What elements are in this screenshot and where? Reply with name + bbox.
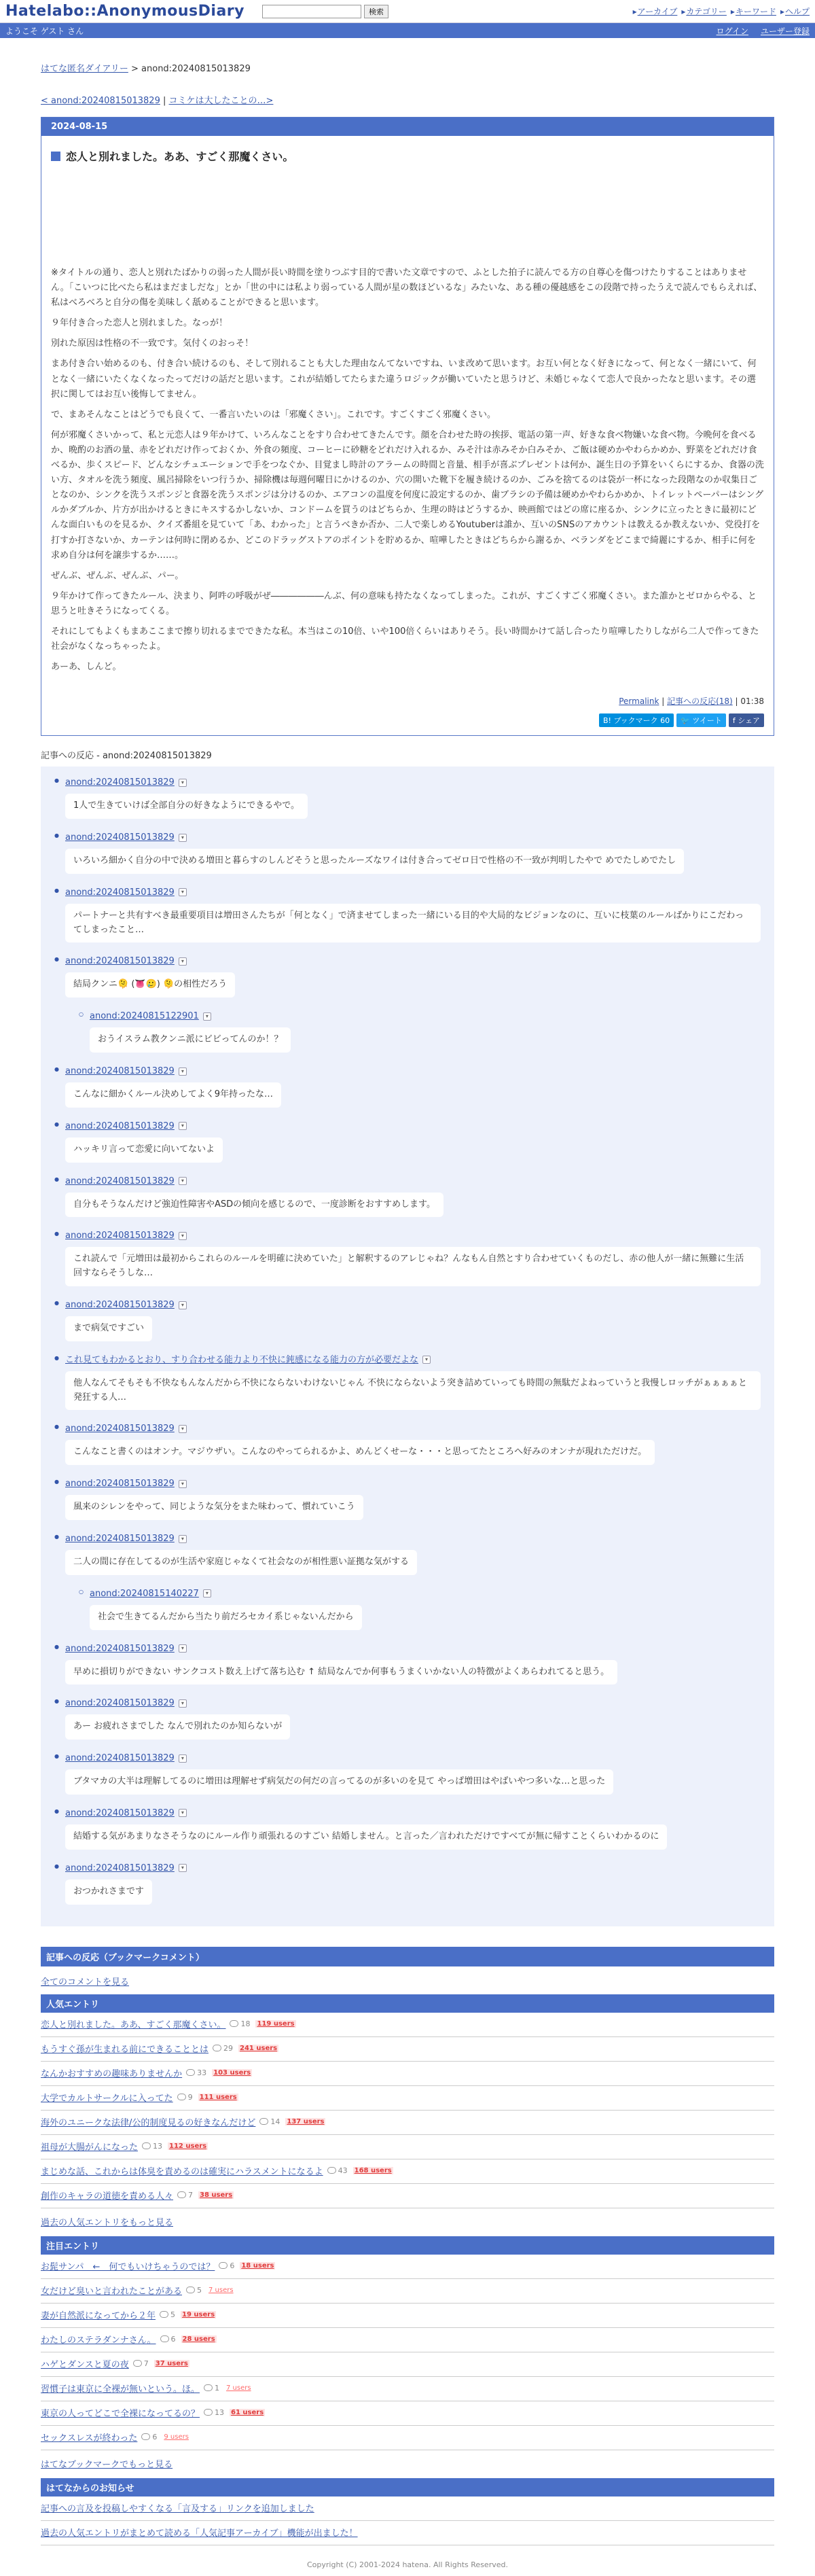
comment-bubble-icon — [186, 2069, 195, 2076]
comment-count-value: 43 — [338, 2166, 348, 2175]
expand-icon[interactable]: ▾ — [179, 957, 187, 966]
comment-count-value: 6 — [152, 2432, 158, 2441]
users-badge[interactable]: 103 users — [213, 2068, 251, 2077]
entry-paragraph: まあ付き合い始めるのも、付き合い続けるのも、そして別れることも大した理由なんてないですね、いま改めて思います。お互い何となく好きになって、何となく一緒にいて、何となく一緒にいたくなくなったってだけの話だと思います。これが結婚してたらまた違うロジックが働いていたと思うけど、未婚じゃなくて恋人で良かったなと思います。その選択に関してはお互い後悔してません。 — [51, 359, 757, 400]
entry-list-item — [41, 2111, 774, 2135]
users-badge[interactable]: 111 users — [199, 2093, 237, 2101]
entry-list-item — [41, 2279, 774, 2304]
reaction-item — [65, 1117, 761, 1172]
search-button[interactable]: 検索 — [364, 5, 388, 18]
expand-icon[interactable]: ▾ — [179, 1644, 187, 1653]
reaction-link[interactable]: anond:20240815013829 — [65, 1424, 175, 1434]
entry-list-link[interactable]: 創作のキャラの道徳を責める人々 — [41, 2191, 174, 2202]
main-content — [41, 38, 774, 2569]
comment-count-value: 13 — [215, 2407, 225, 2417]
comment-count-value: 1 — [215, 2383, 220, 2393]
reaction-link[interactable]: anond:20240815013829 — [65, 832, 175, 843]
entry-list-item — [41, 2328, 774, 2352]
comment-count-value: 7 — [188, 2190, 194, 2200]
reaction-text: あー お疲れさまでした なんで別れたのか知らないが — [65, 1714, 290, 1740]
expand-icon[interactable]: ▾ — [203, 1012, 211, 1021]
comment-count — [230, 2019, 250, 2028]
comment-bubble-icon — [141, 2433, 150, 2440]
reaction-link[interactable]: anond:20240815013829 — [65, 1863, 175, 1873]
reaction-link[interactable]: anond:20240815013829 — [65, 1698, 175, 1709]
reaction-text: まで病気ですごい — [65, 1316, 152, 1341]
popular-more-link[interactable]: 過去の人気エントリをもっと見る — [41, 2217, 174, 2228]
comment-bubble-icon — [142, 2142, 151, 2149]
entry-title-text: 恋人と別れました。ああ、すごく那魔くさい。 — [66, 150, 294, 163]
expand-icon[interactable]: ▾ — [179, 1809, 187, 1817]
users-badge[interactable]: 38 users — [200, 2191, 233, 2199]
comment-count-value: 14 — [270, 2117, 280, 2126]
reaction-text: おつかれさまです — [65, 1880, 152, 1905]
expand-icon[interactable]: ▾ — [179, 1535, 187, 1543]
entry-list-item — [41, 2255, 774, 2279]
reaction-item — [65, 1419, 761, 1475]
comment-bubble-icon — [177, 2094, 186, 2100]
reaction-item — [65, 1749, 761, 1804]
hatena-bookmark-button[interactable]: B! ブックマーク 60 — [599, 713, 674, 727]
entry-paragraph: 別れた原因は性格の不一致です。気付くのおっそ！ — [51, 338, 253, 349]
prev-entry-link[interactable]: < anond:20240815013829 — [41, 96, 160, 106]
permalink-link[interactable]: Permalink — [619, 696, 659, 707]
comment-count — [141, 2433, 157, 2441]
next-entry-link[interactable]: コミケは大したことの…> — [168, 96, 274, 106]
tweet-button[interactable] — [676, 713, 726, 727]
entry-list-link[interactable]: 妻が自然派になってから２年 — [41, 2310, 156, 2321]
users-badge[interactable]: 7 users — [226, 2384, 251, 2392]
reaction-item — [65, 883, 761, 953]
entry-list-item — [41, 2013, 774, 2037]
entry-list-item — [41, 2086, 774, 2111]
users-badge[interactable]: 9 users — [164, 2433, 189, 2441]
reaction-item — [65, 1694, 761, 1749]
users-badge[interactable]: 119 users — [257, 2019, 295, 2028]
entry-list-link[interactable]: 東京の人ってどこで全裸になってるの？ — [41, 2408, 200, 2419]
expand-icon[interactable]: ▾ — [179, 1122, 187, 1130]
reaction-text: 早めに損切りができない サンクコスト数え上げて落ち込む ↑ 結局なんでか何事もうまくいかない人の特徴がよくあらわれてると思う。 — [65, 1660, 617, 1685]
entry-list-link[interactable]: 大学でカルトサークルに入ってた — [41, 2093, 173, 2104]
facebook-share-button[interactable] — [729, 713, 764, 727]
entry-list-link[interactable]: 海外のユニークな法律/公的制度見るの好きなんだけど — [41, 2117, 256, 2128]
register-link[interactable]: ユーザー登録 — [760, 26, 810, 36]
category-link[interactable]: ▸ カテゴリー — [681, 5, 727, 17]
facebook-icon: f — [732, 716, 736, 726]
comment-count-value: 33 — [197, 2068, 207, 2077]
entry-footer: Permalink | 記事への反応(18) | 01:38 — [619, 696, 764, 707]
reaction-link[interactable]: anond:20240815013829 — [65, 777, 175, 788]
entry-paragraph: ９年付き合った恋人と別れました。なっが！ — [51, 318, 228, 329]
entry-paragraph: で、まあそんなことはどうでも良くて、一番言いたいのは「邪魔くさい」。これです。すごくすごく邪魔くさい。 — [51, 409, 496, 420]
comment-count-value: 18 — [240, 2019, 251, 2028]
entry-list-link[interactable]: 習慣子は東京に全裸が無いという。ほ。 — [41, 2384, 200, 2395]
reaction-item — [65, 1475, 761, 1530]
expand-icon[interactable]: ▾ — [422, 1356, 431, 1364]
entry-list-link[interactable]: 祖母が大腸がんになった — [41, 2142, 139, 2153]
reaction-item — [65, 773, 761, 828]
reaction-link[interactable]: anond:20240815013829 — [65, 1121, 175, 1131]
welcome-bar — [0, 23, 815, 38]
reaction-text: 二人の間に存在してるのが生活や家庭じゃなくて社会なのが相性悪い証拠な気がする — [65, 1550, 417, 1575]
entry-paragraph: ※タイトルの通り、恋人と別れたばかりの弱った人間が長い時間を塗りつぶす目的で書いた文章ですので、ふとした拍子に読んでる方の自尊心を傷つけたりすることはありません。「こいつに比べたら私はまだましだな」とか「世の中には私より弱っている人間が星の数ほどいるな」みたいな、ある種の優越感をこの段階で持ったうえで読んでもらえれば、私はべろべろと自分の傷を美味しく舐めることができると思います。 — [51, 268, 763, 308]
users-badge[interactable]: 241 users — [240, 2044, 278, 2052]
reaction-item — [65, 1351, 761, 1420]
comment-count — [186, 2286, 202, 2295]
reactions-header: 記事への反応 - anond:20240815013829 — [41, 751, 212, 762]
reaction-text: 結局クンニ🫠 (👅🥲) 🫠の相性だろう — [65, 972, 235, 998]
reaction-link[interactable]: anond:20240815013829 — [65, 1231, 175, 1241]
news-header: はてなからのお知らせ — [41, 2478, 774, 2496]
reaction-text: いろいろ細かく自分の中で決める増田と暮らすのしんどそうと思ったルーズなワイは付き合ってゼロ日で性格の不一致が判明したやで めでたしめでたし — [65, 849, 684, 874]
entry-time: 01:38 — [740, 696, 764, 707]
tweet-label: ツイート — [692, 716, 722, 726]
entry-list-item — [41, 2401, 774, 2426]
comment-count — [160, 2310, 175, 2319]
expand-icon[interactable]: ▾ — [179, 1232, 187, 1240]
entry-body — [51, 266, 764, 675]
reaction-text: 社会で生きてるんだから当たり前だろセカイ系じゃないんだから — [90, 1605, 362, 1630]
expand-icon[interactable]: ▾ — [179, 1480, 187, 1488]
entry-list-link[interactable]: お髭サンパ ← 何でもいけちゃうのでは？ — [41, 2261, 215, 2272]
title-square-icon — [51, 152, 60, 161]
reaction-text: 風来のシレンをやって、同じような気分をまた味わって、慣れていこう — [65, 1495, 363, 1520]
reaction-link[interactable]: anond:20240815140227 — [90, 1588, 199, 1599]
entry-paragraph: あーあ、しんど。 — [51, 662, 122, 673]
comment-bubble-icon — [230, 2020, 238, 2027]
reaction-link[interactable]: anond:20240815013829 — [65, 956, 175, 967]
reaction-item — [65, 1640, 761, 1695]
comment-count-value: 5 — [170, 2310, 176, 2319]
expand-icon[interactable]: ▾ — [179, 1177, 187, 1185]
search-input[interactable] — [262, 5, 361, 18]
entry-list-item — [41, 2037, 774, 2062]
comment-bubble-icon — [177, 2191, 186, 2198]
users-badge[interactable]: 61 users — [231, 2408, 264, 2416]
expand-icon[interactable]: ▾ — [179, 888, 187, 896]
comment-count-value: 6 — [170, 2334, 176, 2344]
comment-count — [133, 2359, 149, 2368]
reaction-text: こんなに細かくルール決めしてよく9年持ったな… — [65, 1082, 281, 1108]
entry-list-item — [41, 2062, 774, 2086]
archive-link[interactable]: ▸ アーカイブ — [633, 5, 678, 17]
login-link[interactable]: ログイン — [716, 26, 748, 36]
reaction-text: こんなこと書くのはオンナ。マジウザい。こんなのやってられるかよ、めんどくせーな・・・と思ってたところへ好みのオンナが現れただけだ。 — [65, 1440, 655, 1465]
entry-list-link[interactable]: もうすぐ孫が生まれる前にできることとは — [41, 2044, 209, 2055]
entry-date: 2024-08-15 — [41, 118, 774, 136]
share-label: シェア — [738, 716, 760, 726]
all-comments-link[interactable]: 全てのコメントを見る — [41, 1977, 130, 1988]
entry-list-link[interactable]: 恋人と別れました。ああ、すごく那魔くさい。 — [41, 2019, 226, 2030]
reaction-tree — [52, 773, 761, 1913]
reactions-box — [41, 766, 774, 1926]
entry-list-item — [41, 2135, 774, 2159]
reaction-text: 1人で生きていけば全部自分の好きなようにできるやで。 — [65, 794, 308, 819]
comment-count — [142, 2142, 162, 2151]
expand-icon[interactable]: ▾ — [203, 1589, 211, 1598]
entry-list-link[interactable]: セックスレスが終わった — [41, 2433, 138, 2443]
users-badge[interactable]: 19 users — [182, 2310, 215, 2318]
expand-icon[interactable]: ▾ — [179, 1301, 187, 1309]
top-bar — [0, 0, 815, 23]
entry-paragraph: ９年かけて作ってきたルール、決まり、阿吽の呼吸がぜ――――――んぶ、何の意味も持たなくなってしまった。これが、すごくすごく邪魔くさい。また誰かとゼロからやる、と思うと吐きそうになってくる。 — [51, 590, 757, 616]
reaction-text: これ読んで「元増田は最初からこれらのルールを明確に決めていた」と解釈するのアレじゃね？んなもん自然とすり合わせていくものだし、赤の他人が一緒に無難に生活回すならそうしな… — [65, 1247, 761, 1286]
reaction-link[interactable]: anond:20240815013829 — [65, 1807, 175, 1818]
share-row — [51, 713, 764, 727]
comment-count — [327, 2166, 348, 2175]
reaction-item — [65, 1227, 761, 1296]
users-badge[interactable]: 28 users — [182, 2335, 215, 2343]
hot-more-link[interactable]: はてなブックマークでもっと見る — [41, 2459, 173, 2470]
comment-count — [204, 2408, 224, 2417]
site-logo[interactable]: Hatelabo::AnonymousDiary — [5, 3, 244, 20]
reaction-link[interactable]: anond:20240815013829 — [65, 1643, 175, 1654]
twitter-icon: 🐦 — [681, 716, 690, 726]
news-item — [41, 2521, 774, 2545]
comment-bubble-icon — [204, 2384, 213, 2391]
reaction-item — [65, 1859, 761, 1914]
entry-list-item — [41, 2426, 774, 2450]
news-link[interactable]: 過去の人気エントリがまとめて読める「人気記事アーカイブ」機能が出ました！ — [41, 2528, 358, 2539]
expand-icon[interactable]: ▾ — [179, 1864, 187, 1872]
reaction-link[interactable]: anond:20240815013829 — [65, 1534, 175, 1544]
reaction-link[interactable]: anond:20240815013829 — [65, 1479, 175, 1489]
reaction-link[interactable]: anond:20240815013829 — [65, 1753, 175, 1764]
popular-entries-header: 人気エントリ — [41, 1994, 774, 2013]
nav-sep: | — [163, 96, 166, 106]
reaction-item — [65, 828, 761, 883]
entry-list-link[interactable]: ハゲとダンスと夏の夜 — [41, 2359, 129, 2370]
comment-count — [213, 2044, 233, 2053]
users-badge[interactable]: 18 users — [241, 2261, 274, 2270]
entry-list-link[interactable]: まじめな話、これからは体臭を責めるのは確実にハラスメントになるよ — [41, 2166, 323, 2177]
breadcrumb-root[interactable]: はてな匿名ダイアリー — [41, 64, 128, 74]
comment-count — [204, 2384, 219, 2393]
comment-count — [219, 2261, 234, 2270]
news-list — [41, 2496, 774, 2545]
comment-count-value: 6 — [230, 2261, 235, 2270]
popular-entries-list — [41, 2013, 774, 2208]
breadcrumb-current: anond:20240815013829 — [141, 64, 251, 74]
expand-icon[interactable]: ▾ — [179, 1699, 187, 1708]
entry-paragraph: ぜんぶ、ぜんぶ、ぜんぶ、パー。 — [51, 570, 184, 581]
comment-count-value: 7 — [143, 2359, 149, 2368]
comment-bubble-icon — [204, 2409, 213, 2416]
users-badge[interactable]: 7 users — [209, 2286, 234, 2294]
breadcrumb-sep: > — [130, 64, 139, 74]
comment-count — [186, 2068, 206, 2077]
comment-bubble-icon — [186, 2287, 195, 2293]
entry-list-link[interactable]: わたしのステラダンナさん。 — [41, 2335, 156, 2346]
welcome-text: ようこそ ゲスト さん — [5, 26, 84, 36]
reaction-text: ブタマカの大半は理解してるのに増田は理解せず病気だの何だの言ってるのが多いのを見て やっぱ増田はやばいやつ多いな…と思った — [65, 1769, 613, 1795]
entry-list-link[interactable]: なんかおすすめの趣味ありませんか — [41, 2068, 183, 2079]
expand-icon[interactable]: ▾ — [179, 1068, 187, 1076]
reaction-item — [65, 1804, 761, 1859]
reaction-item — [90, 1585, 761, 1640]
comment-count — [160, 2335, 176, 2344]
top-links — [633, 5, 810, 17]
entry-paragraph: それにしてもよくもまあここまで擦り切れるまでできたな私。本当はこの10倍、いや100倍くらいはありそう。長い時間かけて話し合ったり喧嘩したりしながら二人で作ってきた社会がなくなっちゃったよ。 — [51, 626, 759, 652]
reaction-text: ハッキリ言って恋愛に向いてないよ — [65, 1137, 223, 1163]
entry-list-item — [41, 2304, 774, 2328]
reaction-item — [65, 1296, 761, 1351]
expand-icon[interactable]: ▾ — [179, 1425, 187, 1433]
hot-entries-list — [41, 2255, 774, 2450]
reaction-item — [65, 1172, 761, 1227]
comment-count — [177, 2093, 193, 2102]
comment-bubble-icon — [160, 2311, 168, 2318]
comment-count-value: 5 — [197, 2285, 202, 2295]
entry-title — [51, 148, 764, 164]
comment-bubble-icon — [160, 2335, 169, 2342]
comment-bubble-icon — [259, 2118, 268, 2125]
hot-entries-header: 注目エントリ — [41, 2236, 774, 2255]
entry-box — [41, 117, 774, 736]
reaction-link[interactable]: anond:20240815013829 — [65, 1300, 175, 1311]
reaction-link[interactable]: anond:20240815013829 — [65, 1066, 175, 1077]
copyright: Copyright (C) 2001-2024 hatena. All Rights Reserved. — [307, 2560, 508, 2569]
reaction-link[interactable]: anond:20240815122901 — [90, 1011, 199, 1022]
users-badge[interactable]: 168 users — [354, 2166, 392, 2174]
prev-next-nav — [41, 93, 774, 106]
reaction-link[interactable]: これ見てもわかるとおり、すり合わせる能力より不快に鈍感になる能力の方が必要だよな — [65, 1354, 419, 1365]
help-link[interactable]: ▸ ヘルプ — [780, 5, 810, 17]
reaction-text: パートナーと共有すべき最重要項目は増田さんたちが「何となく」で済ませてしまった一緒にいる目的や大局的なビジョンなのに、互いに枝葉のルールばかりにこだわってしまったこと… — [65, 904, 761, 943]
comment-bubble-icon — [219, 2262, 228, 2269]
expand-icon[interactable]: ▾ — [179, 834, 187, 842]
reaction-text: 他人なんてそもそも不快なもんなんだから不快にならないわけないじゃん 不快にならないよう突き詰めていっても時間の無駄だよねっていうと我慢しロッチがぁぁぁぁと発狂する人… — [65, 1371, 761, 1411]
reaction-text: おうイスラム教クンニ派にビビってんのか！？ — [90, 1027, 291, 1053]
bookmark-comments-header: 記事への反応（ブックマークコメント） — [41, 1947, 774, 1966]
news-link[interactable]: 記事への言及を投稿しやすくなる「言及する」リンクを追加しました — [41, 2503, 314, 2514]
news-item — [41, 2496, 774, 2521]
expand-icon[interactable]: ▾ — [179, 1754, 187, 1763]
reaction-link[interactable]: anond:20240815013829 — [65, 887, 175, 898]
users-badge[interactable]: 112 users — [169, 2142, 207, 2150]
breadcrumb — [41, 61, 774, 74]
entry-list-item — [41, 2159, 774, 2184]
comment-count-value: 9 — [187, 2092, 193, 2102]
entry-list-item — [41, 2377, 774, 2401]
users-badge[interactable]: 137 users — [287, 2117, 325, 2125]
comment-bubble-icon — [213, 2045, 221, 2051]
comment-count — [259, 2117, 280, 2126]
entry-list-link[interactable]: 女だけど臭いと言われたことがある — [41, 2286, 183, 2297]
entry-paragraph: 何が邪魔くさいかって、私と元恋人は９年かけて、いろんなことをすり合わせてきたんです。顔を合わせた時の挨拶、電話の第一声、好きな食べ物嫌いな食べ物。今晩何を食べるか、晩酌のお酒の量、赤をどれだけ作っておくか、外食の頻度、コーヒーに砂糖をどれだけ入れるか、みそ汁は赤みそか白みそか、ご飯は硬めかやわらかめか、野菜をどれだけ食べるか、歩くスピード、どんなシチュエーションで手をつなぐか、目覚まし時計のアラームの時間と音量、相手が喜ぶプレゼントは何か、誕生日の予算をいくらにするか、食器の洗い方、タオルを洗う頻度、風呂掃除をいつ行うか、掃除機は毎週何曜日にかけるのか、穴の開いた靴下を履き続けるのか、ごみを捨てるのは袋が一杯になった段階なのか収集日ごとなのか、シンクを洗うスポンジと食器を洗うスポンジは分けるのか、エアコンの温度を何度に設定するのか、歯ブラシの予備は硬めかやわらかめか、トイレットペーパーはシングルかダブルか、片方が出かけるときにキスするかしないか、コンドームを買うのはどちらか、生理の時はどうするか、映画館ではどの席に座るか、シンクに立ったときに最初にどんな面白いものを見るか、クイズ番組を見ていて「あ、わかった」と言うべきか否か、二人で楽しめるYoutuberは誰か、互いのSNSのアカウントは教えるか教えないか、党役打を打すか打さないか、カーテンは何時に閉めるか、どこのドラッグストアのポイントを貯めるか、喧嘩したときはどちらから謝るか、ベランダをどこまで綺麗にするか、相手に何を求め自分は何を譲歩するか……。 — [51, 429, 764, 561]
reaction-text: 結婚する気があまりなさそうなのにルール作り頑張れるのすごい 結婚しません。と言った／言われただけですべてが無に帰すことくらいわかるのに — [65, 1824, 667, 1850]
comment-count-value: 29 — [223, 2043, 234, 2053]
entry-list-item — [41, 2184, 774, 2208]
reaction-item — [65, 1062, 761, 1117]
comment-count — [177, 2191, 193, 2200]
comment-bubble-icon — [327, 2167, 336, 2174]
reactions-count-link[interactable]: 記事への反応(18) — [667, 696, 733, 707]
reaction-text: 自分もそうなんだけど強迫性障害やASDの傾向を感じるので、一度診断をおすすめします。 — [65, 1193, 443, 1218]
reaction-item — [65, 952, 761, 1007]
reaction-item — [65, 1530, 761, 1585]
entry-list-item — [41, 2352, 774, 2377]
users-badge[interactable]: 37 users — [155, 2359, 188, 2367]
keyword-link[interactable]: ▸ キーワード — [731, 5, 776, 17]
reaction-item — [90, 1007, 761, 1062]
expand-icon[interactable]: ▾ — [179, 779, 187, 787]
comment-count-value: 13 — [153, 2141, 163, 2151]
comment-bubble-icon — [133, 2360, 142, 2367]
reaction-link[interactable]: anond:20240815013829 — [65, 1176, 175, 1186]
